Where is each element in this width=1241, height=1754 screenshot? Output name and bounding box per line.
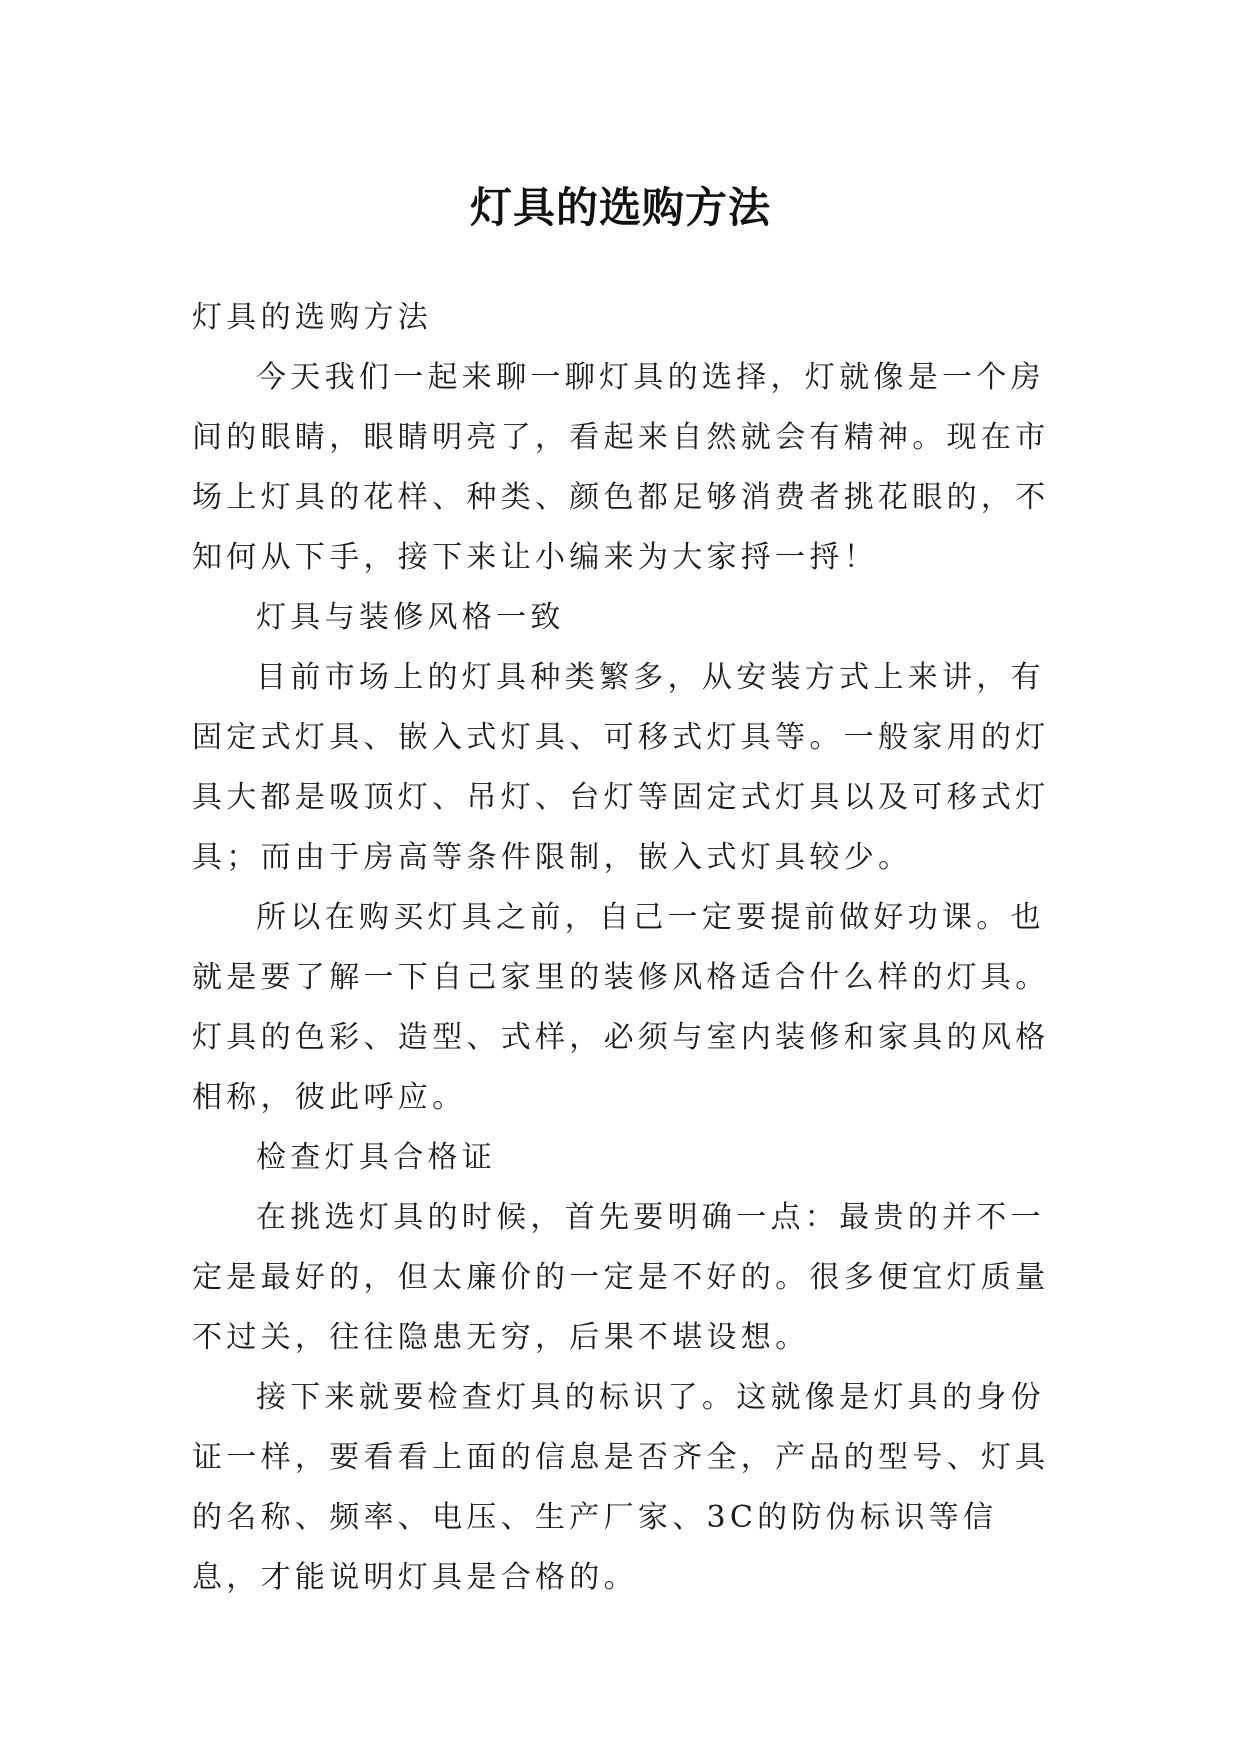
paragraph-subtitle: 灯具的选购方法 — [192, 300, 433, 335]
paragraph-intro: 今天我们一起来聊一聊灯具的选择，灯就像是一个房间的眼睛，眼睛明亮了，看起来自然就会有精神。现在市场上灯具的花样、种类、颜色都足够消费者挑花眼的，不知何从下手，接下来让小编来为大家捋一捋！ — [192, 360, 1050, 575]
section-heading-style: 灯具与装修风格一致 — [256, 600, 565, 635]
section-heading-certificate: 检查灯具合格证 — [256, 1140, 497, 1175]
document-body — [192, 288, 1054, 1608]
paragraph-labels: 接下来就要检查灯具的标识了。这就像是灯具的身份证一样，要看看上面的信息是否齐全，产品的型号、灯具的名称、频率、电压、生产厂家、3C的防伪标识等信息，才能说明灯具是合格的。 — [192, 1380, 1050, 1595]
paragraph-price: 在挑选灯具的时候，首先要明确一点：最贵的并不一定是最好的，但太廉价的一定是不好的。很多便宜灯质量不过关，往往隐患无穷，后果不堪设想。 — [192, 1200, 1050, 1355]
paragraph-homework: 所以在购买灯具之前，自己一定要提前做好功课。也就是要了解一下自己家里的装修风格适合什么样的灯具。灯具的色彩、造型、式样，必须与室内装修和家具的风格相称，彼此呼应。 — [192, 900, 1050, 1115]
paragraph-lamp-types: 目前市场上的灯具种类繁多，从安装方式上来讲，有固定式灯具、嵌入式灯具、可移式灯具等。一般家用的灯具大都是吸顶灯、吊灯、台灯等固定式灯具以及可移式灯具；而由于房高等条件限制，嵌入式灯具较少。 — [192, 660, 1050, 875]
page-title: 灯具的选购方法 — [469, 183, 771, 233]
